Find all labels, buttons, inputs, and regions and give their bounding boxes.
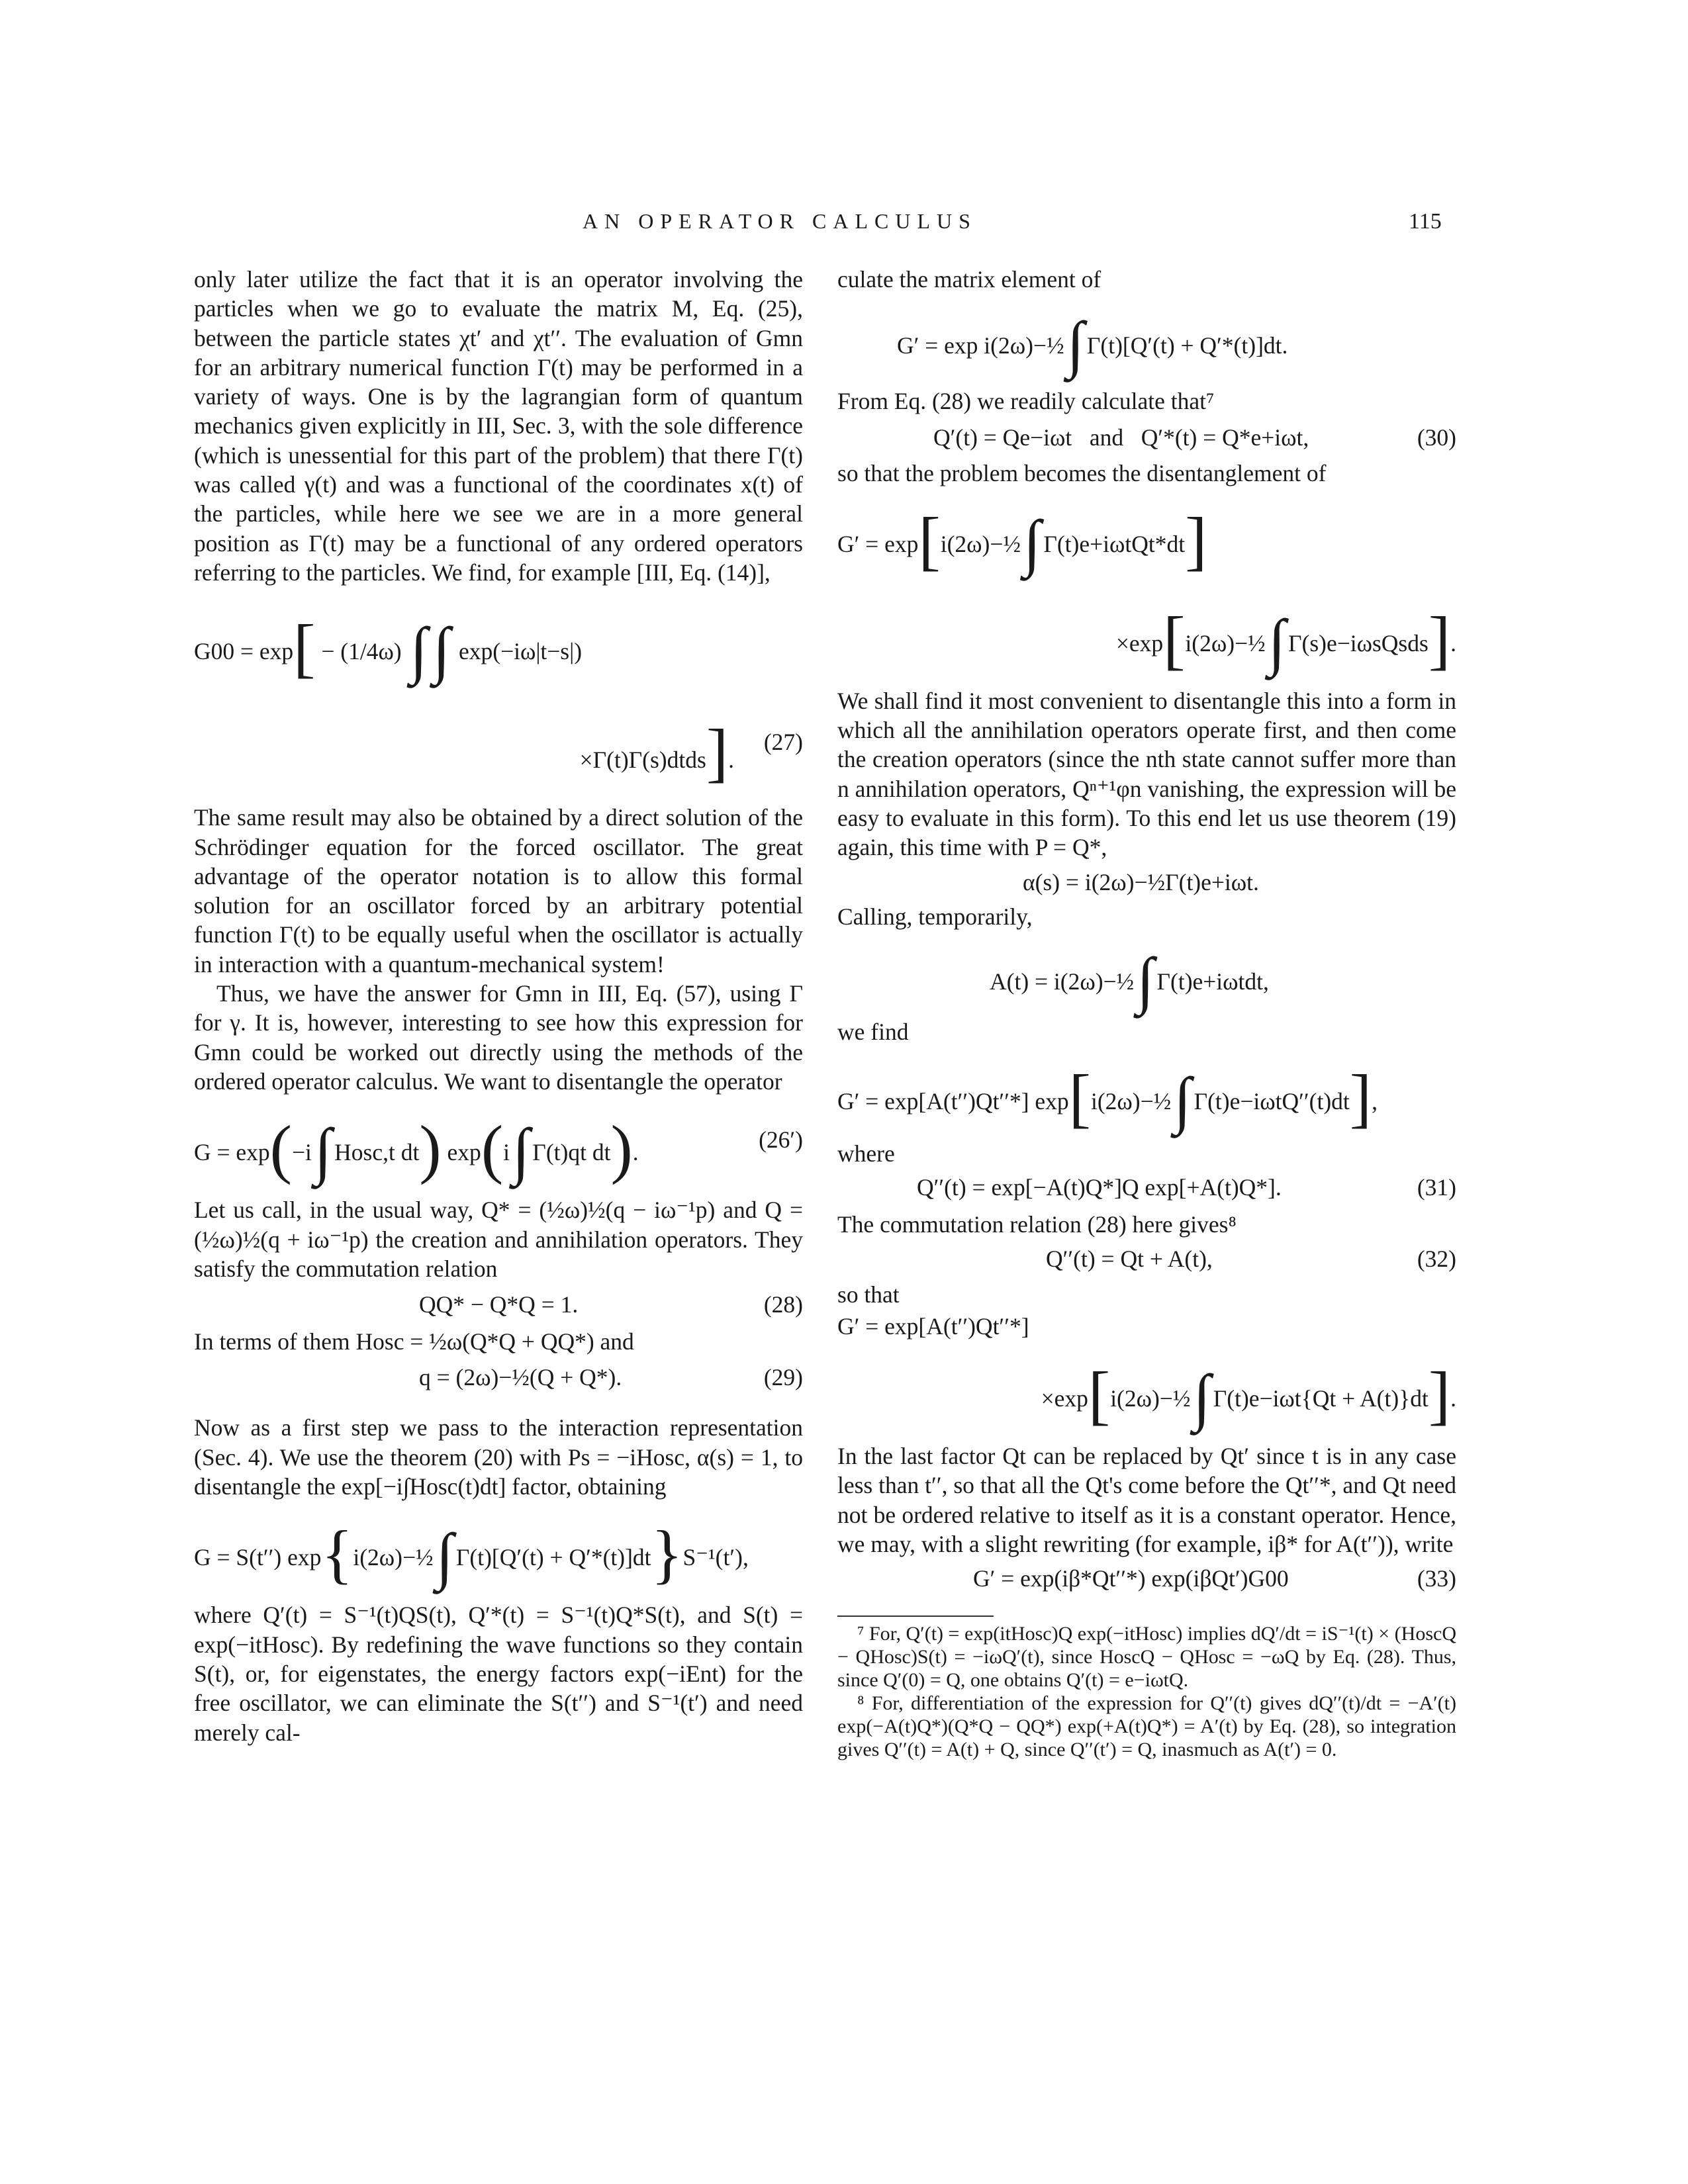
eq30-and: and — [1089, 424, 1124, 451]
left-paragraph-2: The same result may also be obtained by a direct solution of the Schrödinger equation for the forced oscillator. The great advantage of the operator notation is to allow this formal solution for an oscillator forced by an arbitrary potential function Γ(t) to be equally useful when the oscillator is actually in interaction with a quantum-mechanical system! — [194, 804, 803, 978]
right-paragraph-2: From Eq. (28) we readily calculate that⁷ — [837, 388, 1215, 415]
eq26p-mid: exp — [447, 1139, 481, 1166]
left-paragraph-3: Thus, we have the answer for Gmn in III, Eq. (57), using Γ for γ. It is, however, interesting to see how this expression for Gmn could be worked out directly using the methods of the ordered operator calculus. We want to disentangle the operator — [194, 980, 803, 1095]
eqD1-lhs: G′ = exp — [837, 530, 919, 557]
eqH2-lhs: ×exp — [1041, 1385, 1088, 1412]
right-paragraph-3: so that the problem becomes the disentanglement of — [837, 459, 1327, 486]
eq30-a: Q′(t) = Qe−iωt — [933, 424, 1072, 451]
equation-29 — [194, 1356, 803, 1400]
eq27-number: (27) — [763, 729, 803, 756]
eqG-inner: i(2ω)−½ — [353, 1544, 434, 1571]
right-paragraph-10: In the last factor Qt can be replaced by Qt′ since t is in any case less than t′′, so that all the Qt's come before the Qt′′*, and Qt need not be ordered relative to itself as it is a constant operator. Hence, we may, with a slight rewriting (for example, iβ* for A(t′′)), write — [837, 1443, 1456, 1558]
eq27-line2: ×Γ(t)Γ(s)dtds — [579, 747, 706, 774]
eqH2-inner: i(2ω)−½ — [1110, 1385, 1191, 1412]
eqG-integrand: Γ(t)[Q′(t) + Q′*(t)]dt — [455, 1544, 651, 1571]
equation-alpha — [837, 862, 1456, 902]
eq27-integrand: exp(−iω|t−s|) — [458, 638, 583, 665]
equation-26-prime: G = exp(−i∫ Hosc,t dt) exp(i∫ Γ(t)qt dt). (26′) — [194, 1112, 803, 1187]
eq32-number: (32) — [1417, 1245, 1456, 1272]
footnote-rule — [837, 1615, 994, 1617]
equation-H1 — [837, 1309, 1456, 1342]
eqD1-integrand: Γ(t)e+iωtQt*dt — [1043, 530, 1186, 557]
left-column — [194, 265, 803, 1747]
eq26p-a-integrand: Hosc,t dt — [334, 1139, 420, 1166]
eq30-b: Q′*(t) = Q*e+iωt, — [1141, 424, 1309, 451]
eqF-integrand: Γ(t)e−iωtQ′′(t)dt — [1194, 1088, 1350, 1115]
eq30-number: (30) — [1417, 424, 1456, 451]
eqGp-integrand: Γ(t)[Q′(t) + Q′*(t)]dt. — [1086, 332, 1288, 359]
eqD2-inner: i(2ω)−½ — [1185, 629, 1266, 657]
eqF-lhs: G′ = exp[A(t′′)Qt′′*] exp — [837, 1088, 1069, 1115]
eqA-lhs: A(t) = i(2ω)−½ — [990, 968, 1135, 995]
equation-disentangle-2: ×exp[i(2ω)−½∫ Γ(s)e−iωsQsds]. — [1115, 602, 1456, 677]
eqGp-lhs: G′ = exp i(2ω)−½ — [897, 332, 1064, 359]
left-paragraph-1: only later utilize the fact that it is an operator involving the particles when we go to evaluate the matrix M, Eq. (25), between the particle states χt′ and χt′′. The evaluation of Gmn for an arbitrary numerical function Γ(t) may be performed in a variety of ways. One is by the lagrangian form of quantum mechanics given explicitly in III, Sec. 3, with the sole difference (which is unessential for this part of the problem) that there Γ(t) was called γ(t) and was a functional of the coordinates x(t) of the particles, while here we see we are in a more general position as Γ(t) may be a functional of any ordered operators referring to the particles. We find, for example [III, Eq. (14)], — [194, 266, 803, 586]
eq26p-a: −i — [291, 1139, 312, 1166]
eq33-body: G′ = exp(iβ*Qt′′*) exp(iβQt′)G00 — [973, 1565, 1289, 1592]
eq27-lhs: G00 = exp — [194, 638, 294, 665]
eq26p-b: i — [503, 1139, 510, 1166]
equation-27-line-2: ×Γ(t)Γ(s)dtds]. (27) — [579, 715, 803, 790]
eq26p-b-integrand: Γ(t)qt dt — [532, 1139, 611, 1166]
right-paragraph-1: culate the matrix element of — [837, 266, 1102, 293]
eqD1-inner: i(2ω)−½ — [940, 530, 1021, 557]
eqH1-body: G′ = exp[A(t′′)Qt′′*] — [837, 1313, 1029, 1340]
eqD2-integrand: Γ(s)e−iωsQsds — [1288, 629, 1429, 657]
eqG-lhs: G = S(t′′) exp — [194, 1544, 322, 1571]
equation-27: G00 = exp[ − (1/4ω) ∫∫ exp(−iω|t−s|) — [194, 611, 583, 686]
eq29-body: q = (2ω)−½(Q + Q*). — [419, 1364, 622, 1391]
eqD2-lhs: ×exp — [1115, 629, 1164, 657]
equation-30 — [837, 416, 1456, 459]
equation-find: G′ = exp[A(t′′)Qt′′*] exp[i(2ω)−½∫ Γ(t)e−iωtQ′′(t)dt], — [837, 1061, 1378, 1136]
equation-G-interaction: G = S(t′′) exp{i(2ω)−½∫ Γ(t)[Q′(t) + Q′*(t)]dt}S⁻¹(t′), — [194, 1517, 749, 1592]
eq29-number: (29) — [763, 1364, 803, 1391]
eq33-number: (33) — [1417, 1565, 1456, 1592]
eq28-body: QQ* − Q*Q = 1. — [419, 1291, 579, 1318]
footnote-7: ⁷ For, Q′(t) = exp(itHosc)Q exp(−itHosc) implies dQ′/dt = iS⁻¹(t) × (HoscQ − QHosc)S(t) = −iωQ′(t), since HoscQ − QHosc = −ωQ by Eq. (28). Thus, since Q′(0) = Q, one obtains Q′(t) = e−iωtQ. — [837, 1623, 1456, 1692]
eq32-body: Q′′(t) = Qt + A(t), — [1046, 1245, 1213, 1272]
right-paragraph-8: The commutation relation (28) here gives⁸ — [837, 1210, 1237, 1238]
running-head — [0, 209, 1688, 242]
right-paragraph-6: we find — [837, 1018, 909, 1045]
right-column — [837, 265, 1456, 1761]
equation-Gprime: G′ = exp i(2ω)−½∫ Γ(t)[Q′(t) + Q′*(t)]dt. — [897, 308, 1288, 380]
running-title: AN OPERATOR CALCULUS — [583, 209, 977, 233]
equation-disentangle-1: G′ = exp[i(2ω)−½∫ Γ(t)e+iωtQt*dt] — [837, 503, 1207, 578]
eq27-inner: − (1/4ω) — [321, 638, 402, 665]
right-paragraph-5: Calling, temporarily, — [837, 903, 1033, 930]
right-paragraph-7: where — [837, 1140, 895, 1167]
left-paragraph-6: Now as a first step we pass to the interaction representation (Sec. 4). We use the theorem (20) with Ps = −iHosc, α(s) = 1, to disentangle the exp[−i∫Hosc(t)dt] factor, obtaining — [194, 1414, 803, 1500]
equation-33 — [837, 1559, 1456, 1598]
equation-31 — [837, 1169, 1456, 1210]
eq31-number: (31) — [1417, 1173, 1456, 1201]
left-paragraph-7: where Q′(t) = S⁻¹(t)QS(t), Q′*(t) = S⁻¹(t)Q*S(t), and S(t) = exp(−itHosc). By redefining the wave functions so they contain S(t), or, for eigenstates, the energy factors exp(−iEnt) for the free oscillator, we can eliminate the S(t′′) and S⁻¹(t′) and need merely cal- — [194, 1602, 803, 1746]
page-number: 115 — [1409, 209, 1442, 234]
eq31-body: Q′′(t) = exp[−A(t)Q*]Q exp[+A(t)Q*]. — [917, 1173, 1282, 1201]
equation-28 — [194, 1283, 803, 1327]
equation-A: A(t) = i(2ω)−½∫ Γ(t)e+iωtdt, — [990, 944, 1269, 1015]
right-paragraph-4: We shall find it most convenient to disentangle this into a form in which all the annihilation operators operate first, and then come the creation operators (since the nth state cannot suffer more than n annihilation operators, Qⁿ⁺¹φn vanishing, the expression will be easy to evaluate in this form). To this end let us use theorem (19) again, this time with P = Q*, — [837, 687, 1456, 861]
eq26p-number: (26′) — [759, 1126, 803, 1154]
eqG-tail: S⁻¹(t′), — [682, 1544, 749, 1571]
eq-alpha-body: α(s) = i(2ω)−½Γ(t)e+iωt. — [1023, 868, 1259, 895]
footnote-8: ⁸ For, differentiation of the expression for Q′′(t) gives dQ′′(t)/dt = −A′(t) exp(−A(t)Q*)(Q*Q − QQ*) exp(+A(t)Q*) = A′(t) by Eq. (28), so integration gives Q′′(t) = A(t) + Q, since Q′′(t′) = Q, inasmuch as A(t′) = 0. — [837, 1692, 1456, 1761]
left-paragraph-4: Let us call, in the usual way, Q* = (½ω)½(q − iω⁻¹p) and Q = (½ω)½(q + iω⁻¹p) the creation and annihilation operators. They satisfy the commutation relation — [194, 1197, 803, 1282]
eqF-inner: i(2ω)−½ — [1090, 1088, 1172, 1115]
eqA-integrand: Γ(t)e+iωtdt, — [1156, 968, 1269, 995]
eqH2-integrand: Γ(t)e−iωt{Qt + A(t)}dt — [1213, 1385, 1429, 1412]
equation-32 — [837, 1239, 1456, 1280]
right-paragraph-9: so that — [837, 1281, 900, 1308]
eq26p-lhs: G = exp — [194, 1139, 270, 1166]
eq28-number: (28) — [763, 1291, 803, 1318]
equation-H2: ×exp[i(2ω)−½∫ Γ(t)e−iωt{Qt + A(t)}dt]. — [1041, 1358, 1456, 1433]
left-paragraph-5: In terms of them Hosc = ½ω(Q*Q + QQ*) and — [194, 1328, 634, 1355]
